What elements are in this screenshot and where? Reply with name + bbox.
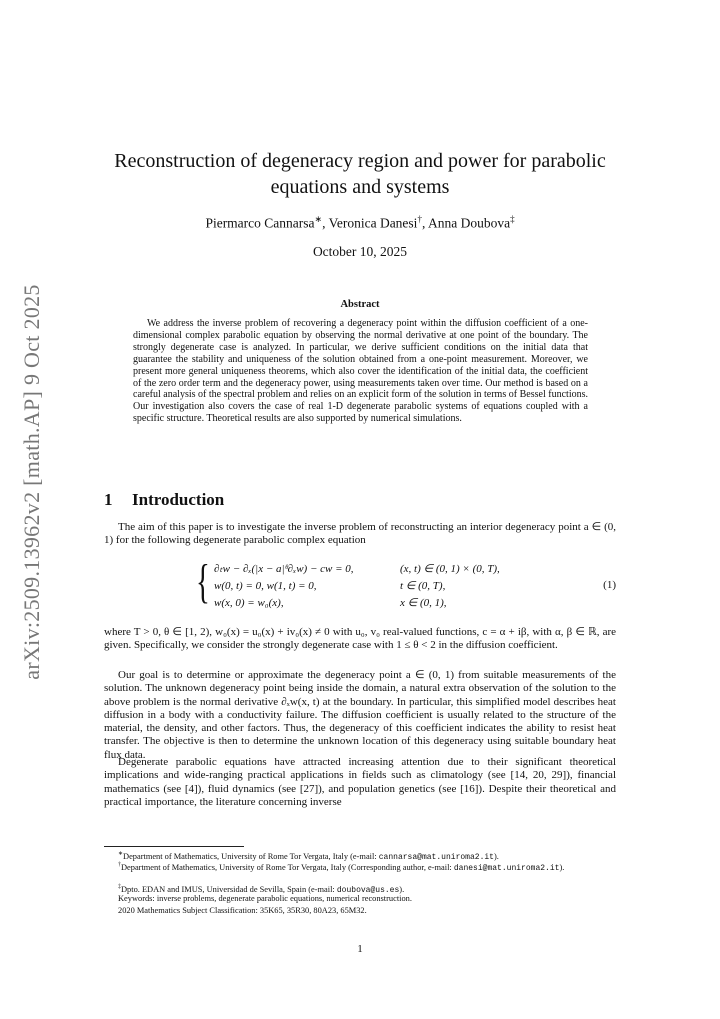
author-1: Piermarco Cannarsa xyxy=(205,215,315,231)
footnote-2 xyxy=(104,860,616,875)
footnote-3-text: Dpto. EDAN and IMUS, Universidad de Sevilla, Spain (e-mail: xyxy=(121,884,337,894)
author-list: Piermarco Cannarsa∗, Veronica Danesi†, Anna Doubova‡ xyxy=(205,214,515,231)
footnote-1-end: ). xyxy=(493,851,499,861)
footnote-1-text: Department of Mathematics, University of Rome Tor Vergata, Italy (e-mail: xyxy=(123,851,379,861)
footnote-3-email: doubova@us.es xyxy=(336,885,400,895)
equation-row-3-left: w(x, 0) = w₀(x), xyxy=(214,597,284,609)
author-2: Veronica Danesi xyxy=(328,215,418,231)
footnote-rule xyxy=(104,846,244,847)
paper-date: October 10, 2025 xyxy=(312,244,408,259)
footnote-3-mark: ‡ xyxy=(118,884,121,890)
footnote-keywords: Keywords: inverse problems, degenerate parabolic equations, numerical reconstruction. xyxy=(118,894,412,903)
footnote-2-email: danesi@mat.uniroma2.it xyxy=(453,863,560,873)
equation-row-2-left: w(0, t) = 0, w(1, t) = 0, xyxy=(214,580,317,592)
footnote-2-text: Department of Mathematics, University of Rome Tor Vergata, Italy (Corresponding author, e-mail: xyxy=(121,862,454,872)
footnote-2-end: ). xyxy=(559,862,565,872)
intro-paragraph-4: Degenerate parabolic equations have attracted increasing attention due to their significant theoretical implications and wide-ranging practical applications in fields such as climatology (see [14, 20, 29]), financial mathematics (see [4]), fluid dynamics (see [27]), and population genetics (see [16]). Despite their theoretical and practical importance, the literature concerning inverse xyxy=(104,756,616,808)
section-heading xyxy=(104,490,224,510)
equation-brace: { xyxy=(196,555,210,608)
footnote-1-email: cannarsa@mat.uniroma2.it xyxy=(378,852,494,862)
paper-title xyxy=(100,148,620,200)
equation-row-3-right: x ∈ (0, 1), xyxy=(400,597,447,609)
author-3: Anna Doubova xyxy=(427,215,511,231)
abstract-body: We address the inverse problem of recovering a degeneracy point within the diffusion coefficient of a one-dimensional complex parabolic equation by observing the normal derivative at one point of the boundary. The strongly degenerate case is analyzed. In particular, we derive sufficient conditions on the initial data that guarantee the stability and uniqueness of the solution obtained from a one-point measurement. Moreover, we present more general uniqueness theorems, which also cover the identification of the initial data, the coefficient of the zero order term and the degeneracy power, using measurements taken over time. Our method is based on a careful analysis of the spectral problem and relies on an explicit form of the solution in terms of Bessel functions. Our investigation also covers the case of real 1-D degenerate parabolic systems of equations coupled with a specific structure. Theoretical results are also supported by numerical simulations. xyxy=(133,318,588,425)
arxiv-identifier-stamp xyxy=(12,284,52,680)
equation-row-1-right: (x, t) ∈ (0, 1) × (0, T), xyxy=(400,563,500,575)
abstract-heading: Abstract xyxy=(340,299,380,310)
footnote-2-mark: † xyxy=(118,862,121,868)
author-3-mark: ‡ xyxy=(510,214,515,224)
equation-row-2-right: t ∈ (0, T), xyxy=(400,580,446,592)
author-1-mark: ∗ xyxy=(314,214,323,224)
author-2-mark: † xyxy=(417,214,422,224)
intro-paragraph-2: where T > 0, θ ∈ [1, 2), w₀(x) = u₀(x) + iv₀(x) ≠ 0 with u₀, v₀ real-valued functions, c = α + iβ, with α, β ∈ ℝ, are given. Specifically, we consider the strongly degenerate case with 1 ≤ θ < 2 in the diffusion coefficient. xyxy=(104,626,616,652)
footnote-msc: 2020 Mathematics Subject Classification: 35K65, 35R30, 80A23, 65M32. xyxy=(118,906,367,915)
footnote-3-end: ). xyxy=(399,884,405,894)
equation-row-1-left: ∂ₜw − ∂ₓ(|x − a|ᶿ∂ₓw) − cw = 0, xyxy=(214,563,354,575)
page-number: 1 xyxy=(357,943,363,955)
section-title: Introduction xyxy=(132,490,225,509)
equation-block xyxy=(196,555,616,616)
title-line-1: Reconstruction of degeneracy region and power for parabolic xyxy=(114,150,606,172)
section-number: 1 xyxy=(104,490,113,509)
equation-number: (1) xyxy=(603,579,616,591)
title-line-2: equations and systems xyxy=(270,176,450,198)
footnote-1-mark: ∗ xyxy=(118,851,124,857)
arxiv-identifier-text: arXiv:2509.13962v2 [math.AP] 9 Oct 2025 xyxy=(19,284,44,680)
intro-paragraph-1: The aim of this paper is to investigate the inverse problem of reconstructing an interior degeneracy point a ∈ (0, 1) for the following degenerate parabolic complex equation xyxy=(104,521,616,547)
intro-paragraph-3: Our goal is to determine or approximate the degeneracy point a ∈ (0, 1) from suitable measurements of the solution. The unknown degeneracy point being inside the domain, a natural extra observation of the solution to the above problem is the normal derivative ∂ₓw(x, t) at the boundary. In particular, this simplified model describes heat diffusion in a body with a conductivity failure. The diffusion coefficient is usually related to the structure of the material, the density, and other factors. Thus, the degeneracy of this coefficient indicates the ability to resist heat transfer. The objective is then to determine the unknown location of this degeneracy using suitable boundary heat flux data. xyxy=(104,669,616,761)
